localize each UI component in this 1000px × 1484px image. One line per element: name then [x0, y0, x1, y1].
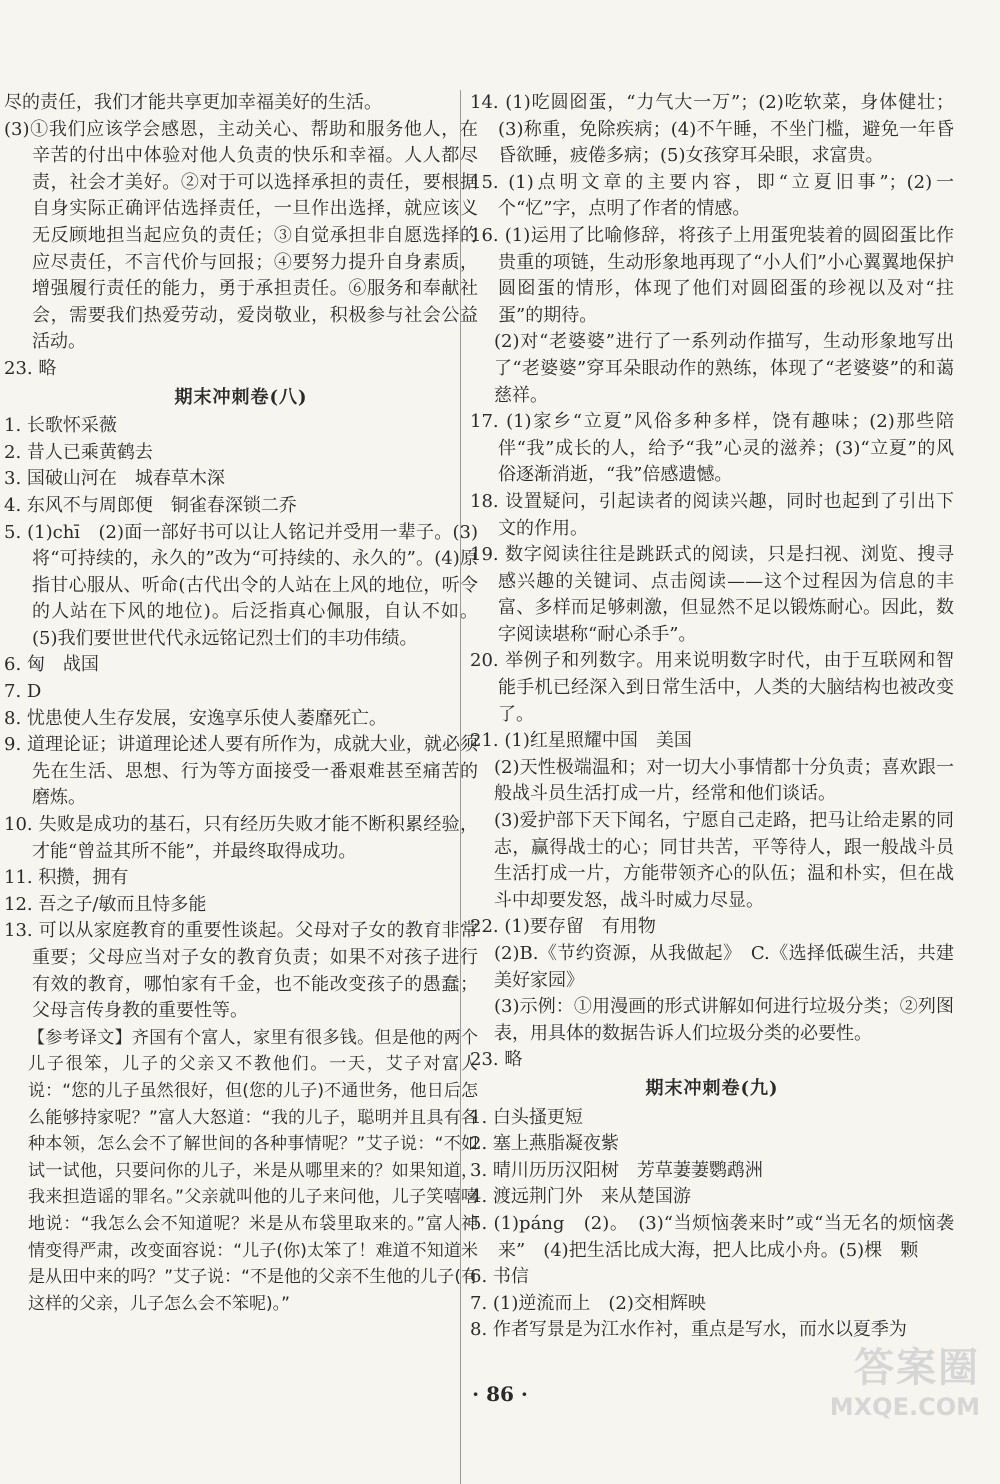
- answer-item: 3. 国破山河在 城春草木深: [4, 468, 225, 490]
- answer-item: 20. 举例子和列数字。用来说明数字时代，由于互联网和智能手机已经深入到日常生活中，人类的大脑结构也被改变了。: [470, 650, 954, 725]
- answer-item: 23. 略: [4, 357, 57, 379]
- watermark-url: MXQE.COM: [829, 1393, 980, 1421]
- answer-item: 15. (1)点明文章的主要内容，即“立夏旧事”；(2)一个“忆”字，点明了作者的情感。: [470, 171, 954, 220]
- answer-item: 17. (1)家乡“立夏”风俗多种多样，饶有趣味；(2)那些陪伴“我”成长的人，给予“我”心灵的滋养；(3)“立夏”的风俗逐渐消逝，“我”倍感遗憾。: [470, 411, 954, 486]
- answer-item: (3)①我们应该学会感恩，主动关心、帮助和服务他人，在辛苦的付出中体验对他人负责的快乐和幸福。人人都尽责，社会才美好。②对于可以选择承担的责任，要根据自身实际正确评估选择责任，一旦作出选择，就应该义无反顾地担当起应负的责任；③自觉承担非自愿选择的应尽责任，不言代价与回报；④要努力提升自身素质，增强履行责任的能力，勇于承担责任。⑥服务和奉献社会，需要我们热爱劳动，爱岗敬业，积极参与社会公益活动。: [4, 118, 478, 353]
- section-heading: 期末冲刺卷(九): [645, 1077, 779, 1099]
- section-heading: 期末冲刺卷(八): [174, 386, 308, 408]
- answer-item: 23. 略: [470, 1049, 523, 1071]
- answer-item: 2. 塞上燕脂凝夜紫: [470, 1133, 619, 1155]
- answer-item: 1. 白头搔更短: [470, 1106, 583, 1128]
- answer-item: 8. 忧患使人生存发展，安逸享乐使人萎靡死亡。: [4, 707, 387, 729]
- answer-item: 19. 数字阅读往往是跳跃式的阅读，只是扫视、浏览、搜寻感兴趣的关键词、点击阅读——这个过程因为信息的丰富、多样而足够刺激，但显然不足以锻炼耐心。因此，数字阅读堪称“耐心杀手”。: [470, 544, 954, 645]
- answer-item: 尽的责任，我们才能共享更加幸福美好的生活。: [4, 92, 382, 113]
- answer-item: 11. 积攒，拥有: [4, 867, 129, 889]
- answer-item: 2. 昔人已乘黄鹤去: [4, 441, 153, 463]
- answer-subpart: (3)示例：①用漫画的形式讲解如何进行垃圾分类；②列图表，用具体的数据告诉人们垃圾分类的必要性。: [494, 996, 954, 1044]
- answer-item: 5. (1)páng (2)。 (3)“当烦恼袭来时”或“当无名的烦恼袭来” (4)把生活比成大海，把人比成小舟。(5)棵 颗: [470, 1212, 954, 1261]
- answer-item: 21. (1)红星照耀中国 美国: [470, 730, 692, 752]
- page-number: · 86 ·: [472, 1382, 528, 1406]
- answer-item: 6. 匈 战国: [4, 654, 99, 676]
- reference-translation: 【参考译文】齐国有个富人，家里有很多钱。但是他的两个儿子很笨，儿子的父亲又不教他们。一天，艾子对富人说：“您的儿子虽然很好，但(您的儿子)不通世务，他日后怎么能够持家呢？”富人大怒道：“我的儿子，聪明并且具有各种本领，怎么会不了解世间的各种事情呢？”艾子说：“不如试一试他，只要问你的儿子，米是从哪里来的？如果知道，我来担造谣的罪名。”父亲就叫他的儿子来问他，儿子笑嘻嘻地说：“我怎么会不知道呢？米是从布袋里取来的。”富人神情变得严肃，改变面容说：“儿子(你)太笨了！难道不知道米是从田中来的吗？”艾子说：“不是他的父亲不生他的儿子(有这样的父亲，儿子怎么会不笨呢)。”: [28, 1027, 478, 1314]
- answer-subpart: (2)天性极端温和；对一切大小事情都十分负责；喜欢跟一般战斗员生活打成一片，经常和他们谈话。: [494, 756, 954, 805]
- answer-item: 22. (1)要存留 有用物: [470, 916, 656, 938]
- answer-subpart: (2)B.《节约资源，从我做起》 C.《选择低碳生活，共建美好家园》: [494, 943, 954, 991]
- answer-item: 7. (1)逆流而上 (2)交相辉映: [470, 1292, 706, 1314]
- answer-item: 12. 吾之子/敏而且恃多能: [4, 893, 207, 915]
- answer-item: 13. 可以从家庭教育的重要性谈起。父母对子女的教育非常重要；父母应当对子女的教育负责；如果不对孩子进行有效的教育，哪怕家有千金，也不能改变孩子的愚蠢；父母言传身教的重要性等。: [4, 920, 478, 1022]
- answer-item: 7. D: [4, 681, 42, 703]
- answer-item: 16. (1)运用了比喻修辞，将孩子上用蛋兜装着的圆囵蛋比作贵重的项链，生动形象地再现了“小人们”小心翼翼地保护圆囵蛋的情形，体现了他们对圆囵蛋的珍视以及对“拄蛋”的期待。: [470, 224, 954, 326]
- answer-item: 6. 书信: [470, 1266, 529, 1288]
- answer-item: 9. 道理论证；讲道理论述人要有所作为，成就大业，就必须先在生活、思想、行为等方面接受一番艰难甚至痛苦的磨炼。: [4, 734, 478, 809]
- answer-item: 4. 渡远荆门外 来从楚国游: [470, 1186, 691, 1208]
- answer-item: 3. 晴川历历汉阳树 芳草萋萋鹦鹉洲: [470, 1159, 763, 1181]
- answer-item: 18. 设置疑问，引起读者的阅读兴趣，同时也起到了引出下文的作用。: [470, 490, 954, 539]
- watermark-logo-text: 答案圈: [854, 1345, 980, 1391]
- answer-item: 1. 长歌怀采薇: [4, 415, 117, 437]
- answer-item: 5. (1)chī (2)面一部好书可以让人铭记并受用一辈子。(3)将“可持续的，永久的”改为“可持续的、永久的”。(4)原指甘心服从、听命(古代出令的人站在上风的地位，听令的人站在下风的地位)。后泛指真心佩服，自认不如。(5)我们要世世代代永远铭记烈士们的丰功伟绩。: [4, 521, 478, 649]
- watermark: [830, 1336, 980, 1421]
- left-column: [4, 90, 478, 1317]
- answer-item: 10. 失败是成功的基石，只有经历失败才能不断积累经验，才能“曾益其所不能”，并最终取得成功。: [4, 814, 478, 862]
- answer-item: 4. 东风不与周郎便 铜雀春深锁二乔: [4, 494, 297, 516]
- answer-item: 8. 作者写景是为江水作衬，重点是写水，而水以夏季为: [470, 1319, 907, 1341]
- answer-subpart: (3)爱护部下天下闻名，宁愿自己走路，把马让给走累的同志，赢得战士的心；同甘共苦，平等待人，跟一般战斗员生活打成一片，方能带领齐心的队伍；温和朴实，但在战斗中却要发怒，战斗时威力尽显。: [494, 810, 954, 911]
- answer-item: 14. (1)吃圆囵蛋，“力气大一万”；(2)吃软菜，身体健壮；(3)称重，免除疾病；(4)不午睡，不坐门槛，避免一年昏昏欲睡，疲倦多病；(5)女孩穿耳朵眼，求富贵。: [470, 92, 954, 167]
- answer-subpart: (2)对“老婆婆”进行了一系列动作描写，生动形象地写出了“老婆婆”穿耳朵眼动作的熟练，体现了“老婆婆”的和蔼慈祥。: [494, 331, 954, 406]
- right-column: [470, 90, 954, 1344]
